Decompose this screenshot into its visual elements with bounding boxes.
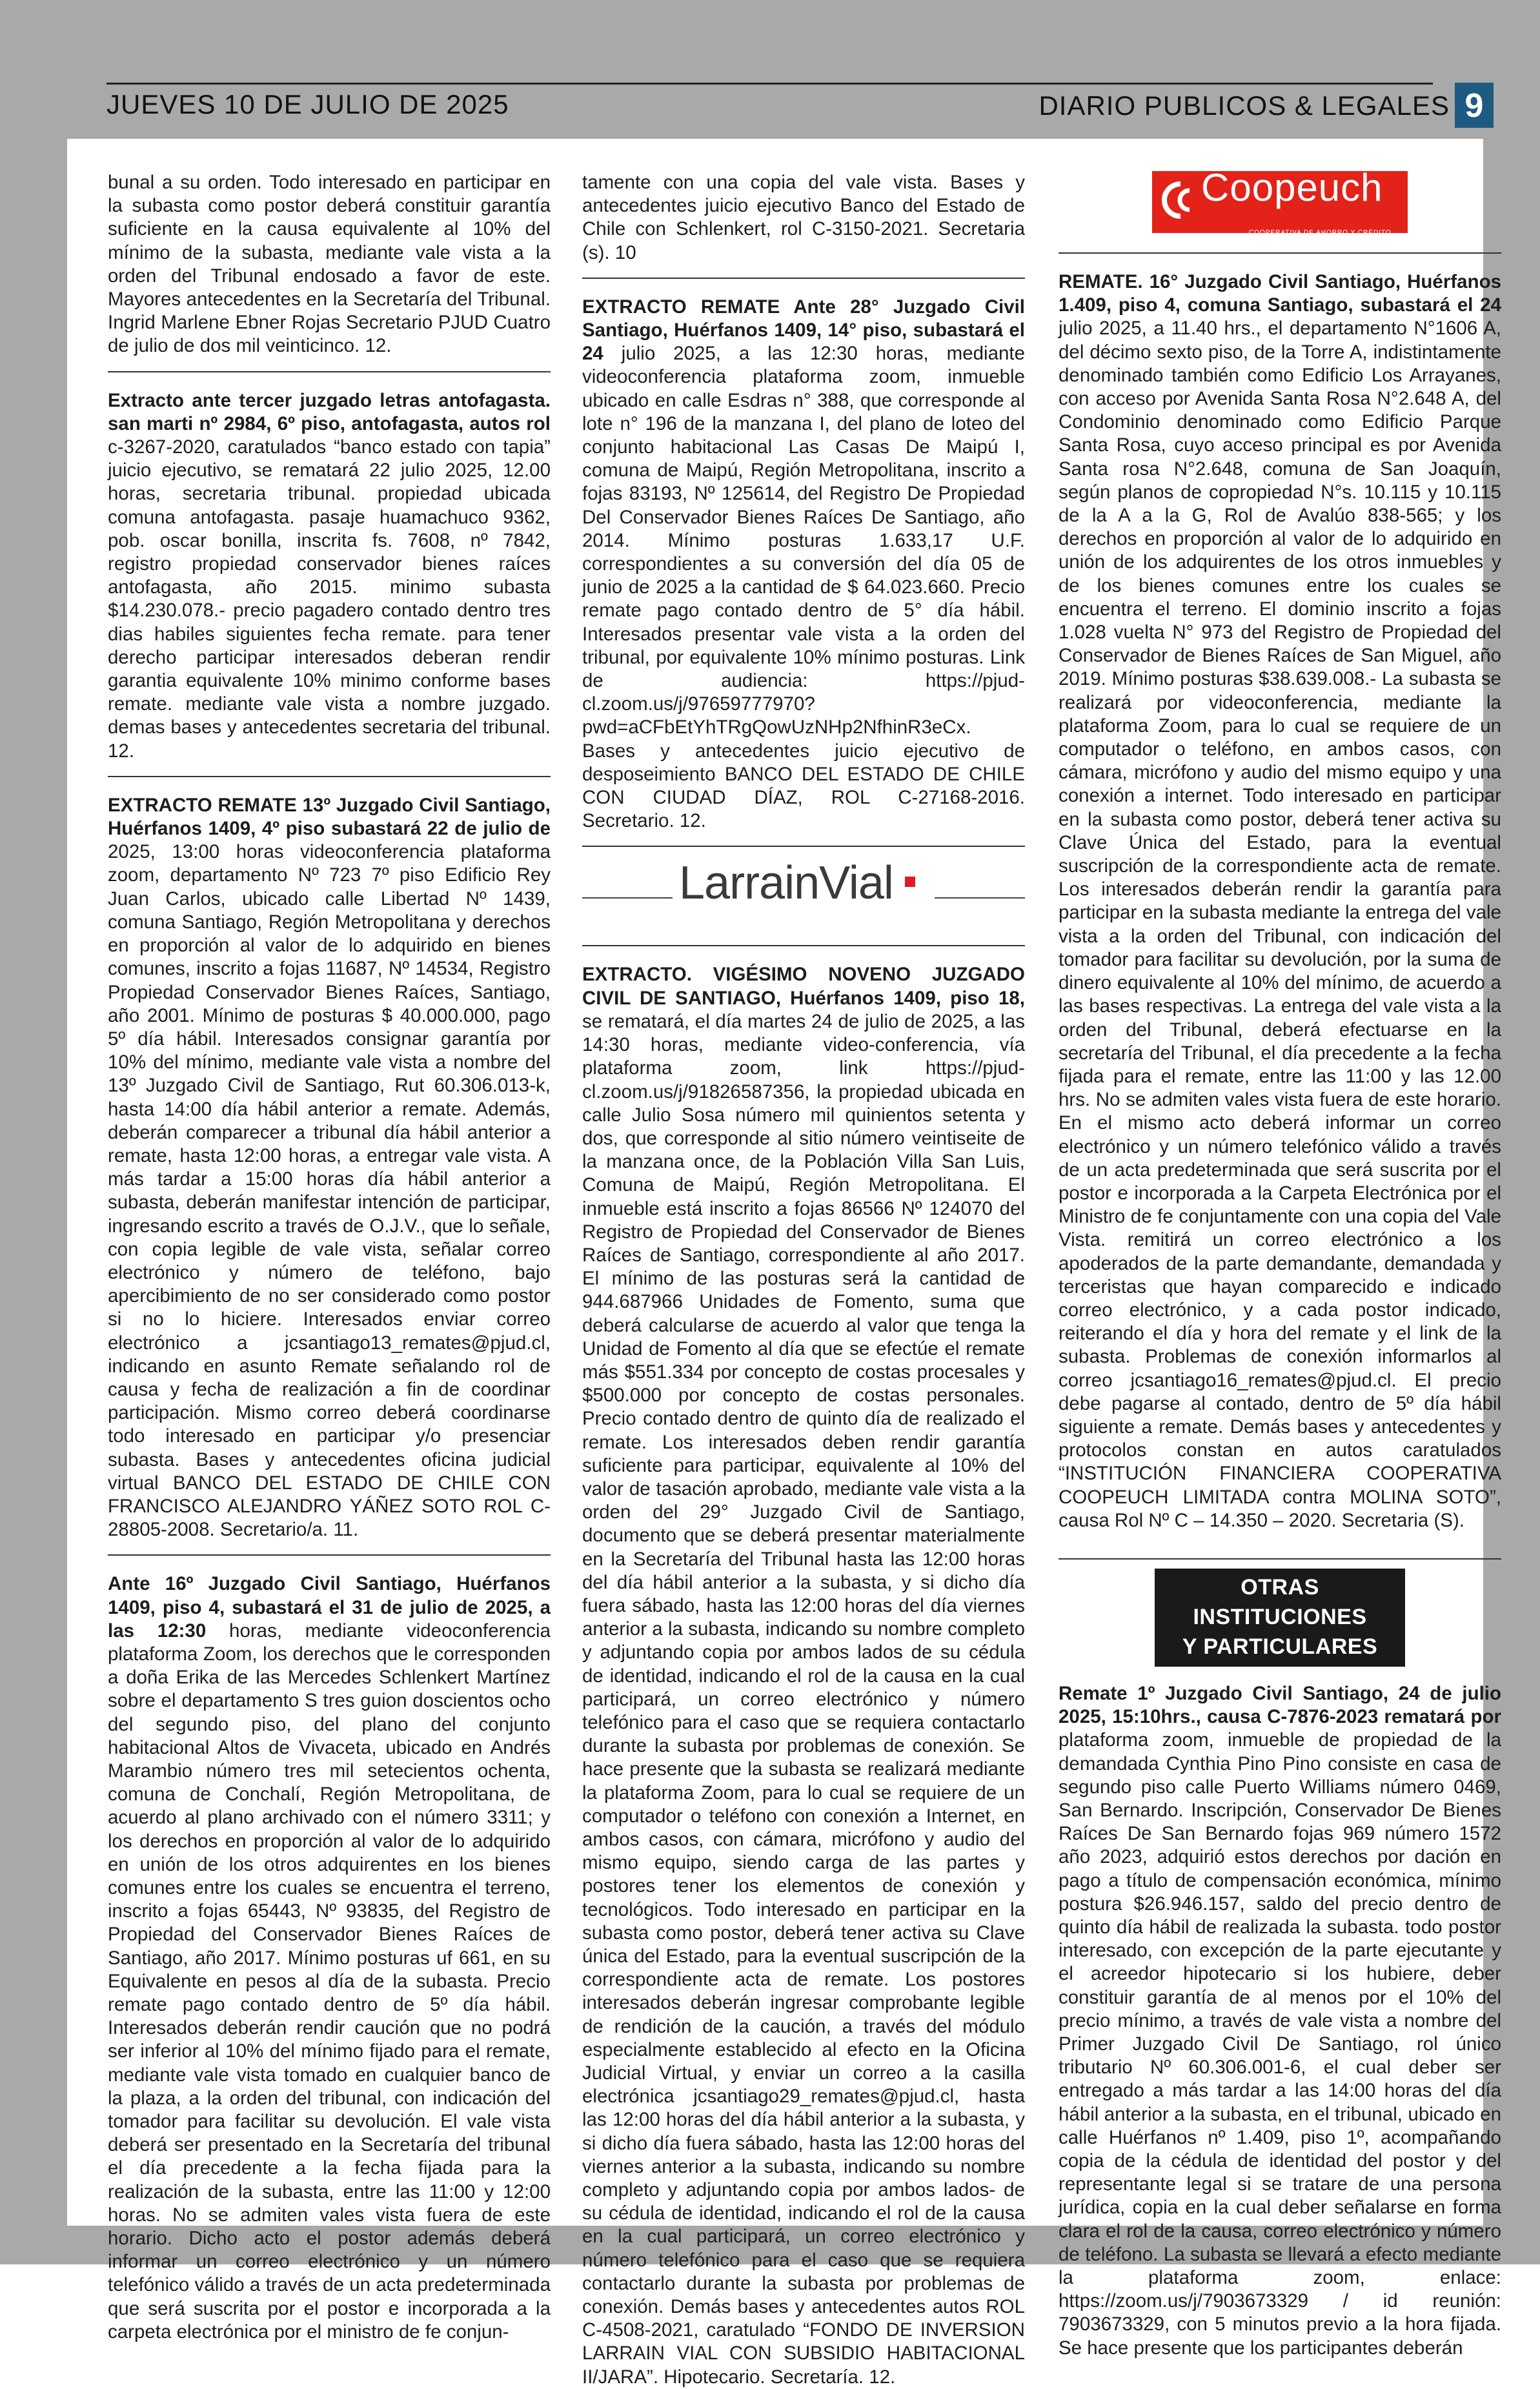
- column-1: [108, 171, 551, 2344]
- column-2: [582, 171, 1025, 2389]
- larrainvial-logo: [582, 857, 1025, 926]
- page-frame-left: [0, 139, 67, 2264]
- notice-heading: REMATE. 16° Juzgado Civil Santiago, Huérfanos 1.409, piso 4, comuna Santiago, subastará el 24: [1059, 271, 1501, 316]
- notice-1-juzgado: [1059, 1682, 1501, 2360]
- notice-text: bunal a su orden. Todo interesado en participar en la subasta como postor deberá constituir garantía suficiente en la causa equivalente al 10% del mínimo de la subasta, mediante vale vista a la orden del Tribunal endosado a favor de este. Mayores antecedentes en la Secretaría del Tribunal. Ingrid Marlene Ebner Rojas Secretario PJUD Cuatro de julio de dos mil veinticinco. 12.: [108, 172, 551, 357]
- notice-heading: Extracto ante tercer juzgado letras antofagasta. san marti nº 2984, 6º piso, antofagasta, autos rol: [108, 389, 551, 434]
- notice-heading: EXTRACTO REMATE 13º Juzgado Civil Santiago, Huérfanos 1409, 4º piso subastará 22 de julio de: [108, 794, 551, 840]
- header-publication-name: DIARIO PUBLICOS & LEGALES: [1038, 90, 1450, 121]
- notice-coopeuch-remate: [1059, 270, 1501, 1532]
- notice-separator: [1059, 252, 1501, 254]
- section-heading-otras-instituciones: [1155, 1569, 1405, 1667]
- notice-separator: [108, 1554, 551, 1556]
- notice-heading: Ante 16º Juzgado Civil Santiago, Huérfanos 1409, piso 4, subastará el 31 de julio de 2025, a las 12:30: [108, 1573, 551, 1642]
- column-3: [1059, 166, 1501, 2360]
- notice-heading: EXTRACTO REMATE Ante 28° Juzgado Civil Santiago, Huérfanos 1409, 14° piso, subastará el 24: [582, 296, 1025, 365]
- header-rule: [106, 83, 1433, 85]
- notice-separator: [582, 278, 1025, 279]
- notice-text: julio 2025, a 11.40 hrs., el departamento N°1606 A, del décimo sexto piso, de la Torre A, indistintamente denominado también como Edificio Los Arrayanes, con acceso por Avenida Santa Rosa N°2.648 A, del Condominio denominado como Edificio Parque Santa Rosa, cuyo acceso principal es por Avenida Santa rosa N°2.648, comuna de San Joaquín, según planos de copropiedad N°s. 10.115 y 10.115 de la A a la G, Rol de Avalúo 838-565; y los derechos en proporción al valor de lo adquirido en unión de los adquirentes de los otros inmuebles y de los bienes comunes entre los cuales se encuentra el terreno. El dominio inscrito a fojas 1.028 vuelta N° 973 del Registro de Propiedad del Conservador de Bienes Raíces de San Miguel, año 2019. Mínimo posturas $38.639.008.- La subasta se realizará por videoconferencia, mediante la plataforma Zoom, para lo cual se requiere de un computador o teléfono, en ambos casos, con cámara, micrófono y audio del mismo equipo y una conexión a internet. Todo interesado en participar en la subasta como postor, deberá tener activa su Clave Única del Estado, para la eventual suscripción de la correspondiente acta de remate. Los interesados deberán rendir la garantía para participar en la subasta mediante la entrega del vale vista a la orden del Tribunal, con indicación del tomador para facilitar su devolución, por la suma de dinero equivalente al 10% del mínimo, de acuerdo a las bases respectivas. La entrega del vale vista a la orden del Tribunal, deberá efectuarse en la secretaría del Tribunal, el día precedente a la fecha fijada para el remate, entre las 11:00 y las 12.00 hrs. No se admiten vales vista fuera de este horario. En el mismo acto deberá informar un correo electrónico y un número telefónico válido a través de un acta predeterminada que será suscrita por el postor e incorporada a la Carpeta Electrónica por el Ministro de fe conjuntamente con una copia del Vale Vista. remitirá un correo electrónico a los apoderados de la parte demandante, demandada y terceristas que hayan comparecido e indicado correo electrónico, y a cada postor indicado, reiterando el día y hora del remate y el link de la subasta. Problemas de conexión informarlos al correo jcsantiago16_remates@pjud.cl. El precio debe pagarse al contado, dentro de 5º día hábil siguiente a remate. Demás bases y antecedentes y protocolos constan en autos caratulados “INSTITUCIÓN FINANCIERA COOPERATIVA COOPEUCH LIMITADA contra MOLINA SOTO”, causa Rol Nº C – 14.350 – 2020. Secretaria (S).: [1059, 318, 1501, 1531]
- logo-rule-right: [935, 897, 1025, 899]
- coopeuch-logo: [1152, 166, 1408, 236]
- notice-13-juzgado: [108, 794, 551, 1542]
- notice-separator: [582, 846, 1025, 847]
- section-rule: [1059, 1558, 1501, 1560]
- section-heading-line-2: Y PARTICULARES: [1182, 1634, 1378, 1659]
- notice-text: se rematará, el día martes 24 de julio de 2025, a las 14:30 horas, mediante video-conferencia, vía plataforma zoom, link https://pjud-cl.zoom.us/j/91826587356, la propiedad ubicada en calle Julio Sosa número mil quinientos setenta y dos, que corresponde al sitio número veintiseite de la manzana once, de la Población Villa San Luis, Comuna de Maipú, Región Metropolitana. El inmueble está inscrito a fojas 86566 Nº 124070 del Registro de Propiedad del Conservador de Bienes Raíces de Santiago, correspondiente al año 2017. El mínimo de las posturas será la cantidad de 944.687966 Unidades de Fomento, suma que deberá calcularse de acuerdo al valor que tenga la Unidad de Fomento al día que se efectúe el remate más $551.334 por concepto de costas procesales y $500.000 por concepto de costas personales. Precio contado dentro de quinto día de realizado el remate. Los interesados deben rendir garantía suficiente para participar, equivalente al 10% del valor de tasación aprobado, mediante vale vista a la orden del 29° Juzgado Civil de Santiago, documento que se deberá presentar materialmente en la Secretaría del Tribunal hasta las 12:00 horas del día hábil anterior a la subasta, y si dicho día fuera sábado, hasta las 12:00 horas del día viernes anterior a la subasta, indicando su nombre completo y adjuntando copia por ambos lados de su cédula de identidad, indicando el rol de la causa en la cual participará, un correo electrónico y número telefónico para el caso que se requiera contactarlo durante la subasta por problemas de conexión. Se hace presente que la subasta se realizará mediante la plataforma Zoom, para lo cual se requiere de un computador o teléfono con conexión a Internet, en ambos casos, con cámara, micrófono y audio del mismo equipo, siendo carga de las partes y postores tener los elementos de conexión y tecnológicos. Todo interesado en participar en la subasta como postor, deberá tener activa su Clave única del Estado, para la eventual suscripción de la correspondiente acta de remate. Los postores interesados deberán ingresar comprobante legible de rendición de la caución, a través del módulo especialmente establecido al efecto en la Oficina Judicial Virtual, y enviar un correo a la casilla electrónica jcsantiago29_remates@pjud.cl, hasta las 12:00 horas del día hábil anterior a la subasta, y si dicho día fuera sábado, hasta las 12:00 horas del viernes anterior a la subasta, indicando su nombre completo y adjuntando copia por ambos lados- de su cédula de identidad, indicando el rol de la causa en la cual participará, un correo electrónico y número telefónico para el caso que se requiera contactarlo durante la subasta por problemas de conexión. Demás bases y antecedentes autos ROL C-4508-2021, caratulado “FONDO DE INVERSION LARRAIN VIAL CON SUBSIDIO HABITACIONAL II/JARA”. Hipotecario. Secretaría. 12.: [582, 1010, 1025, 2388]
- notice-continuation: [108, 171, 551, 358]
- notice-continuation: [582, 171, 1025, 265]
- coopeuch-wordmark: Coopeuch: [1201, 166, 1383, 209]
- notice-heading: EXTRACTO. VIGÉSIMO NOVENO JUZGADO CIVIL DE SANTIAGO, Huérfanos 1409, piso 18,: [582, 964, 1025, 1009]
- notice-antofagasta: [108, 389, 551, 763]
- header-date: JUEVES 10 DE JULIO DE 2025: [106, 89, 509, 119]
- larrainvial-wordmark: LarrainVial: [679, 857, 893, 910]
- notice-separator: [582, 945, 1025, 946]
- coopeuch-emblem-icon: [1161, 181, 1196, 219]
- logo-rule-left: [582, 897, 673, 899]
- notice-separator: [108, 371, 551, 372]
- notice-text: tamente con una copia del vale vista. Bases y antecedentes juicio ejecutivo Banco del Estado de Chile con Schlenkert, rol C-3150-2021. Secretaria (s). 10: [582, 172, 1025, 263]
- notice-text: c-3267-2020, caratulados “banco estado con tapia” juicio ejecutivo, se rematará 22 julio 2025, 12.00 horas, secretaria tribunal. propiedad ubicada comuna antofagasta. pasaje huamachuco 9362, pob. oscar bonilla, inscrita fs. 7608, nº 7842, registro propiedad conservador bienes raíces antofagasta, año 2015. minimo subasta $14.230.078.- precio pagadero contado dentro tres dias habiles siguientes fecha remate. para tener derecho participar interesados deberan rendir garantia equivalente 10% minimo conforme bases remate. mediante vale vista a nombre juzgado. demas bases y antecedentes secretaria del tribunal. 12.: [108, 436, 551, 762]
- page-number-badge: 9: [1455, 83, 1494, 128]
- notice-separator: [108, 776, 551, 777]
- notice-29-juzgado: [582, 963, 1025, 2388]
- coopeuch-tagline: COOPERATIVA DE AHORRO Y CRÉDITO: [1249, 229, 1392, 236]
- notice-heading: Remate 1º Juzgado Civil Santiago, 24 de julio 2025, 15:10hrs., causa C-7876-2023 rematará por: [1059, 1682, 1501, 1728]
- notice-text: julio 2025, a las 12:30 horas, mediante videoconferencia plataforma zoom, inmueble ubicado en calle Esdras n° 388, que corresponde al lote n° 196 de la manzana I, del plano de loteo del conjunto habitacional Las Casas De Maipú I, comuna de Maipú, Región Metropolitana, inscrito a fojas 83193, Nº 125614, del Registro De Propiedad Del Conservador Bienes Raíces De Santiago, año 2014. Mínimo posturas 1.633,17 U.F. correspondientes a su conversión del día 05 de junio de 2025 a la cantidad de $ 64.023.660. Precio remate pago contado dentro de 5° día hábil. Interesados presentar vale vista a la orden del tribunal, por equivalente 10% mínimo posturas. Link de audiencia: https://pjud-cl.zoom.us/j/97659777970?pwd=aCFbEtYhTRgQowUzNHp2NfhinR3eCx. Bases y antecedentes juicio ejecutivo de desposeimiento BANCO DEL ESTADO DE CHILE CON CIUDAD DÍAZ, ROL C-27168-2016. Secretario. 12.: [582, 343, 1025, 832]
- notice-28-juzgado: [582, 296, 1025, 833]
- section-heading-line-1: OTRAS INSTITUCIONES: [1193, 1574, 1367, 1629]
- larrainvial-red-square: [905, 877, 915, 887]
- notice-text: horas, mediante videoconferencia plataforma Zoom, los derechos que le corresponden a doña Erika de las Mercedes Schlenkert Martínez sobre el departamento S tres guion doscientos ocho del segundo piso, del plano del conjunto habitacional Altos de Vivaceta, ubicado en Andrés Marambio número tres mil setecientos ochenta, comuna de Conchalí, Región Metropolitana, de acuerdo al plano archivado con el número 3311; y los derechos en proporción al valor de lo adquirido en unión de los otros adquirentes en los bienes comunes entre los cuales se encuentra el terreno, inscrito a fojas 65443, Nº 93835, del Registro de Propiedad del Conservador Bienes Raíces de Santiago, año 2017. Mínimo posturas uf 661, en su Equivalente en pesos al día de la subasta. Precio remate pago contado dentro de 5º día hábil. Interesados deberán rendir caución que no podrá ser inferior al 10% del mínimo fijado para el remate, mediante vale vista tomado en cualquier banco de la plaza, a la orden del tribunal, con indicación del tomador para facilitar su devolución. El vale vista deberá ser presentado en la Secretaría del tribunal el día precedente a la fecha fijada para la realización de la subasta, entre las 11:00 y 12:00 horas. No se admiten vales vista fuera de este horario. Dicho acto el postor además deberá informar un correo electrónico y un número telefónico válido a través de un acta predeterminada que será suscrita por el postor e incorporada a la carpeta electrónica por el ministro de fe conjun-: [108, 1620, 551, 2343]
- notice-text: 2025, 13:00 horas videoconferencia plataforma zoom, departamento Nº 723 7º piso Edificio Rey Juan Carlos, ubicado calle Libertad Nº 1439, comuna Santiago, Región Metropolitana y derechos en proporción al valor de lo adquirido en bienes comunes, inscrito a fojas 11687, Nº 14534, Registro Propiedad Conservador Bienes Raíces, Santiago, año 2001. Mínimo de posturas $ 40.000.000, pago 5º día hábil. Interesados consignar garantía por 10% del mínimo, mediante vale vista a nombre del 13º Juzgado Civil de Santiago, Rut 60.306.013-k, hasta 14:00 día hábil anterior a remate. Además, deberán comparecer a tribunal día hábil anterior a remate, hasta 12:00 horas, a entregar vale vista. A más tardar a 15:00 horas día hábil anterior a subasta, deberán manifestar intención de participar, ingresando escrito a través de O.J.V., que lo señale, con copia legible de vale vista, señalar correo electrónico y número de teléfono, bajo apercibimiento de no ser considerado como postor si no lo hiciere. Interesados enviar correo electrónico a jcsantiago13_remates@pjud.cl, indicando en asunto Remate señalando rol de causa y fecha de realización a fin de coordinar participación. Mismo correo deberá coordinarse todo interesado en participar y/o presenciar subasta. Bases y antecedentes oficina judicial virtual BANCO DEL ESTADO DE CHILE CON FRANCISCO ALEJANDRO YÁÑEZ SOTO ROL C-28805-2008. Secretario/a. 11.: [108, 841, 551, 1541]
- notice-text: plataforma zoom, inmueble de propiedad de la demandada Cynthia Pino Pino consiste en casa de segundo piso calle Puerto Williams número 0469, San Bernardo. Inscripción, Conservador De Bienes Raíces De San Bernardo fojas 969 número 1572 año 2023, adquirió estos derechos por dación en pago a título de compensación económica, mínimo postura $26.946.157, saldo del precio dentro de quinto día hábil de realizada la subasta. todo postor interesado, con excepción de la parte ejecutante y el acreedor hipotecario si los hubiere, deber constituir garantía de al menos por el 10% del precio mínimo, a través de vale vista a nombre del Primer Juzgado Civil De Santiago, rol único tributario Nº 60.306.001-6, el cual deber ser entregado a más tardar a las 14:00 horas del día hábil anterior a la subasta, en el tribunal, ubicado en calle Huérfanos nº 1.409, piso 1º, acompañando copia de la cédula de identidad del postor y del representante legal si se tratare de una persona jurídica, copia en la cual deber señalarse en forma clara el rol de la causa, correo electrónico y número de teléfono. La subasta se llevará a efecto mediante la plataforma zoom, enlace: https://zoom.us/j/7903673329 / id reunión: 7903673329, con 5 minutos previo a la hora fijada. Se hace presente que los participantes deberán: [1059, 1729, 1501, 2359]
- notice-16-juzgado: [108, 1572, 551, 2344]
